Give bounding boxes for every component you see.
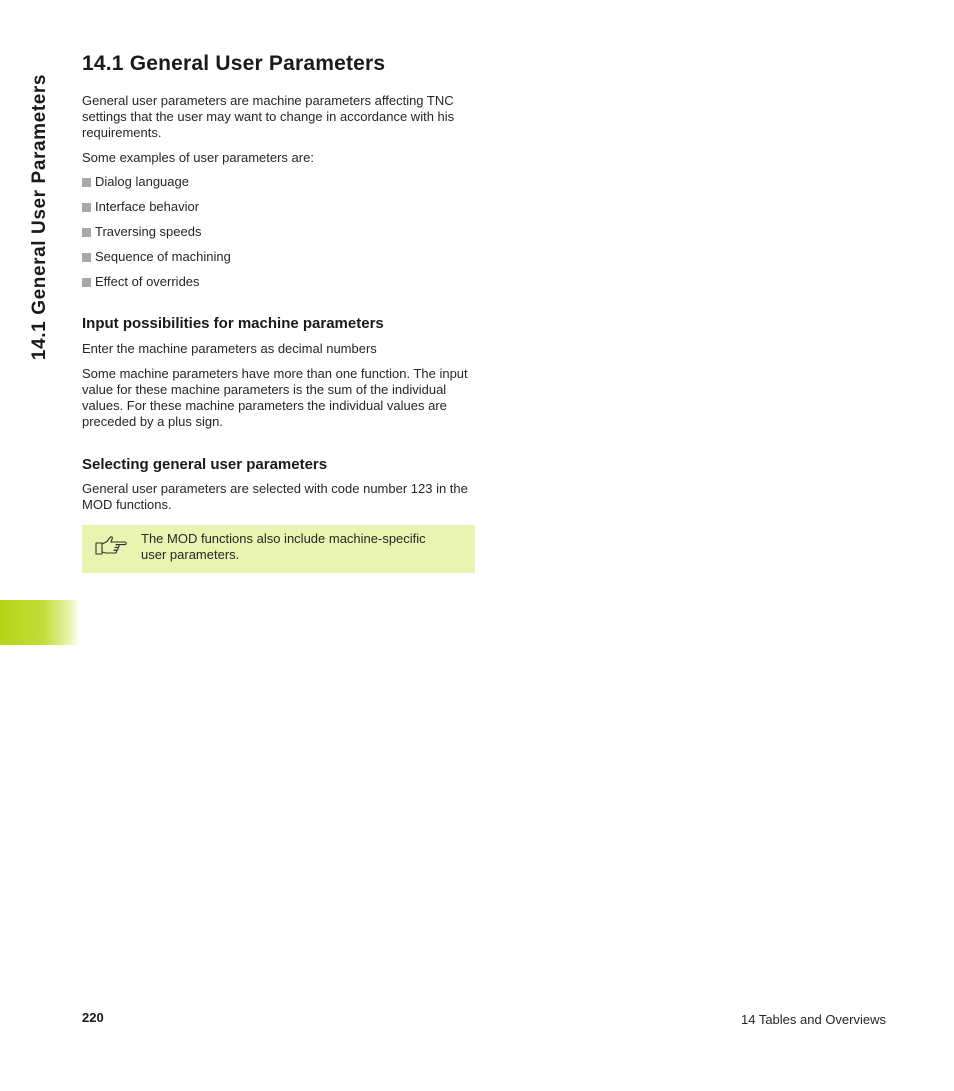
examples-intro: Some examples of user parameters are: <box>82 150 314 165</box>
list-item <box>82 224 476 240</box>
list-item-label: Interface behavior <box>95 199 200 214</box>
input-paragraph-functions: Some machine parameters have more than one function. The input value for these machine parameters is the sum of the individual values. For these machine parameters the individual values are preceded by a plus sign. <box>82 366 468 429</box>
examples-list <box>82 174 476 290</box>
page-title: 14.1 General User Parameters <box>82 52 386 75</box>
select-paragraph: General user parameters are selected with code number 123 in the MOD functions. <box>82 481 468 512</box>
bullet-square-icon <box>82 228 91 237</box>
list-item <box>82 274 476 290</box>
main-content <box>82 50 476 573</box>
side-section-title-text: 14.1 General User Parameters <box>29 73 50 361</box>
list-item-label: Dialog language <box>95 174 189 189</box>
note-box <box>82 525 475 573</box>
chapter-tab-marker <box>0 600 80 645</box>
intro-paragraph: General user parameters are machine parameters affecting TNC settings that the user may want to change in accordance with his requirements. <box>82 93 455 140</box>
pointing-hand-icon <box>94 534 128 558</box>
side-section-title <box>28 52 52 382</box>
note-text: The MOD functions also include machine-specific user parameters. <box>141 531 426 562</box>
list-item <box>82 174 476 190</box>
section-heading-select: Selecting general user parameters <box>82 456 328 473</box>
section-heading-input: Input possibilities for machine parameters <box>82 315 384 332</box>
list-item <box>82 249 476 265</box>
bullet-square-icon <box>82 203 91 212</box>
list-item-label: Traversing speeds <box>95 224 202 239</box>
footer-chapter-title: 14 Tables and Overviews <box>740 1012 886 1027</box>
list-item <box>82 199 476 215</box>
bullet-square-icon <box>82 178 91 187</box>
list-item-label: Sequence of machining <box>95 249 231 264</box>
list-item-label: Effect of overrides <box>95 274 200 289</box>
page-number: 220 <box>82 1010 104 1025</box>
bullet-square-icon <box>82 253 91 262</box>
input-paragraph-decimal: Enter the machine parameters as decimal numbers <box>82 341 377 356</box>
bullet-square-icon <box>82 278 91 287</box>
